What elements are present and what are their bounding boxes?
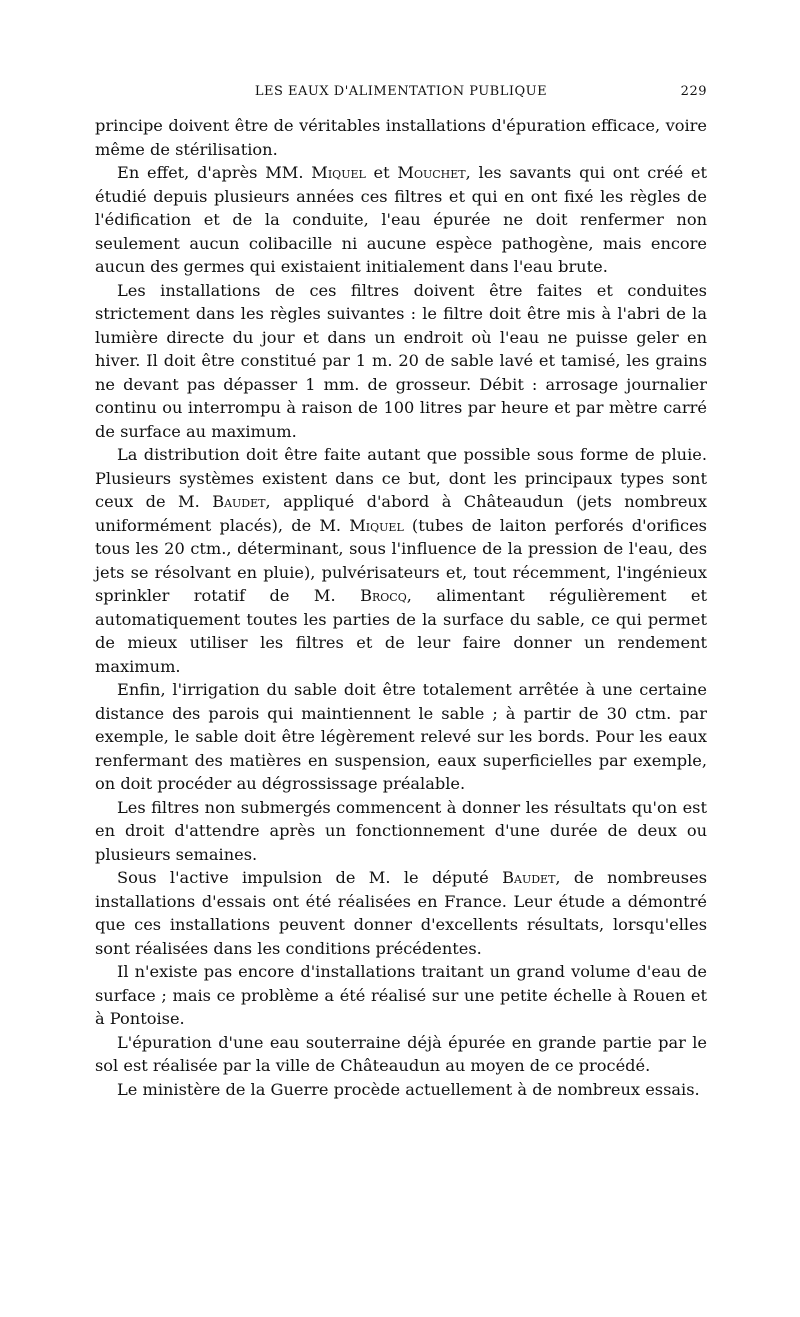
paragraph-text: Le ministère de la Guerre procède actuellement à de nombreux essais. bbox=[117, 1079, 700, 1099]
person-name: Mouchet bbox=[397, 163, 466, 182]
paragraph bbox=[95, 960, 707, 1031]
paragraph-text: La distribution doit être faite autant que possible sous forme de pluie. Plusieurs systèmes existent dans ce but, dont les principaux types sont ceux de M. bbox=[95, 445, 707, 511]
paragraph bbox=[95, 161, 707, 279]
person-name: Miquel bbox=[349, 515, 404, 535]
paragraph bbox=[95, 443, 707, 678]
paragraph-text: En effet, d'après MM. bbox=[117, 163, 312, 182]
paragraph bbox=[95, 114, 707, 161]
paragraph-text: et bbox=[365, 163, 398, 182]
paragraph-text: (tubes de laiton perforés d'orifices tous les 20 ctm., déterminant, sous l'influence de la pression de l'eau, des jets se résolvant en pluie), pulvérisateurs et, tout récemment, l'ingénieux sprinkler rotatif de M. bbox=[95, 515, 707, 605]
paragraph bbox=[95, 796, 707, 867]
paragraph bbox=[95, 1078, 707, 1102]
running-title: LES EAUX D'ALIMENTATION PUBLIQUE bbox=[254, 84, 548, 99]
person-name: Baudet bbox=[502, 868, 556, 887]
paragraph-text: Il n'existe pas encore d'installations traitant un grand volume d'eau de surface ; mais ce problème a été réalisé sur une petite échelle à Rouen et à Pontoise. bbox=[95, 962, 707, 1028]
paragraph bbox=[95, 866, 707, 960]
person-name: Miquel bbox=[311, 163, 366, 182]
paragraph-text: , les savants qui ont créé et étudié depuis plusieurs années ces filtres et qui en ont fixé les règles de l'édification et de la conduite, l'eau épurée ne doit renfermer non seulement aucun colibacille ni aucune espèce pathogène, mais encore aucun des germes qui existaient initialement dans l'eau brute. bbox=[95, 163, 707, 276]
paragraph-text: principe doivent être de véritables installations d'épuration efficace, voire même de stérilisation. bbox=[95, 116, 707, 159]
running-header bbox=[95, 84, 707, 106]
paragraph bbox=[95, 1031, 707, 1078]
page-number: 229 bbox=[680, 84, 707, 99]
paragraph-text: Les filtres non submergés commencent à donner les résultats qu'on est en droit d'attendre après un fonctionnement d'une durée de deux ou plusieurs semaines. bbox=[95, 797, 707, 864]
person-name: Baudet bbox=[212, 492, 266, 511]
body-text bbox=[95, 114, 707, 1101]
paragraph-text: , de nombreuses installations d'essais ont été réalisées en France. Leur étude a démontré que ces installations peuvent donner d'excellents résultats, lorsqu'elles sont réalisées dans les conditions précédentes. bbox=[95, 868, 708, 958]
paragraph-text: Enfin, l'irrigation du sable doit être totalement arrêtée à une certaine distance des parois qui maintiennent le sable ; à partir de 30 ctm. par exemple, le sable doit être légèrement relevé sur les bords. Pour les eaux renfermant des matières en suspension, eaux superficielles par exemple, on doit procéder au dégrossissage préalable. bbox=[95, 680, 707, 793]
paragraph bbox=[95, 678, 707, 796]
paragraph bbox=[95, 279, 707, 444]
paragraph-text: , appliqué d'abord à Châteaudun (jets nombreux uniformément placés), de M. bbox=[95, 492, 707, 535]
paragraph-text: L'épuration d'une eau souterraine déjà épurée en grande partie par le sol est réalisée par la ville de Châteaudun au moyen de ce procédé. bbox=[95, 1032, 707, 1075]
person-name: Brocq bbox=[360, 586, 407, 605]
paragraph-text: Les installations de ces filtres doivent être faites et conduites strictement dans les règles suivantes : le filtre doit être mis à l'abri de la lumière directe du jour et dans un endroit où l'eau ne puisse geler en hiver. Il doit être constitué par 1 m. 20 de sable lavé et tamisé, les grains ne devant pas dépasser 1 mm. de grosseur. Débit : arrosage journalier continu ou interrompu à raison de 100 litres par heure et par mètre carré de surface au maximum. bbox=[95, 280, 707, 441]
paragraph-text: , alimentant régulièrement et automatiquement toutes les parties de la surface du sable, ce qui permet de mieux utiliser les filtres et de leur faire donner un rendement maximum. bbox=[95, 586, 707, 676]
paragraph-text: Sous l'active impulsion de M. le député bbox=[117, 868, 503, 887]
